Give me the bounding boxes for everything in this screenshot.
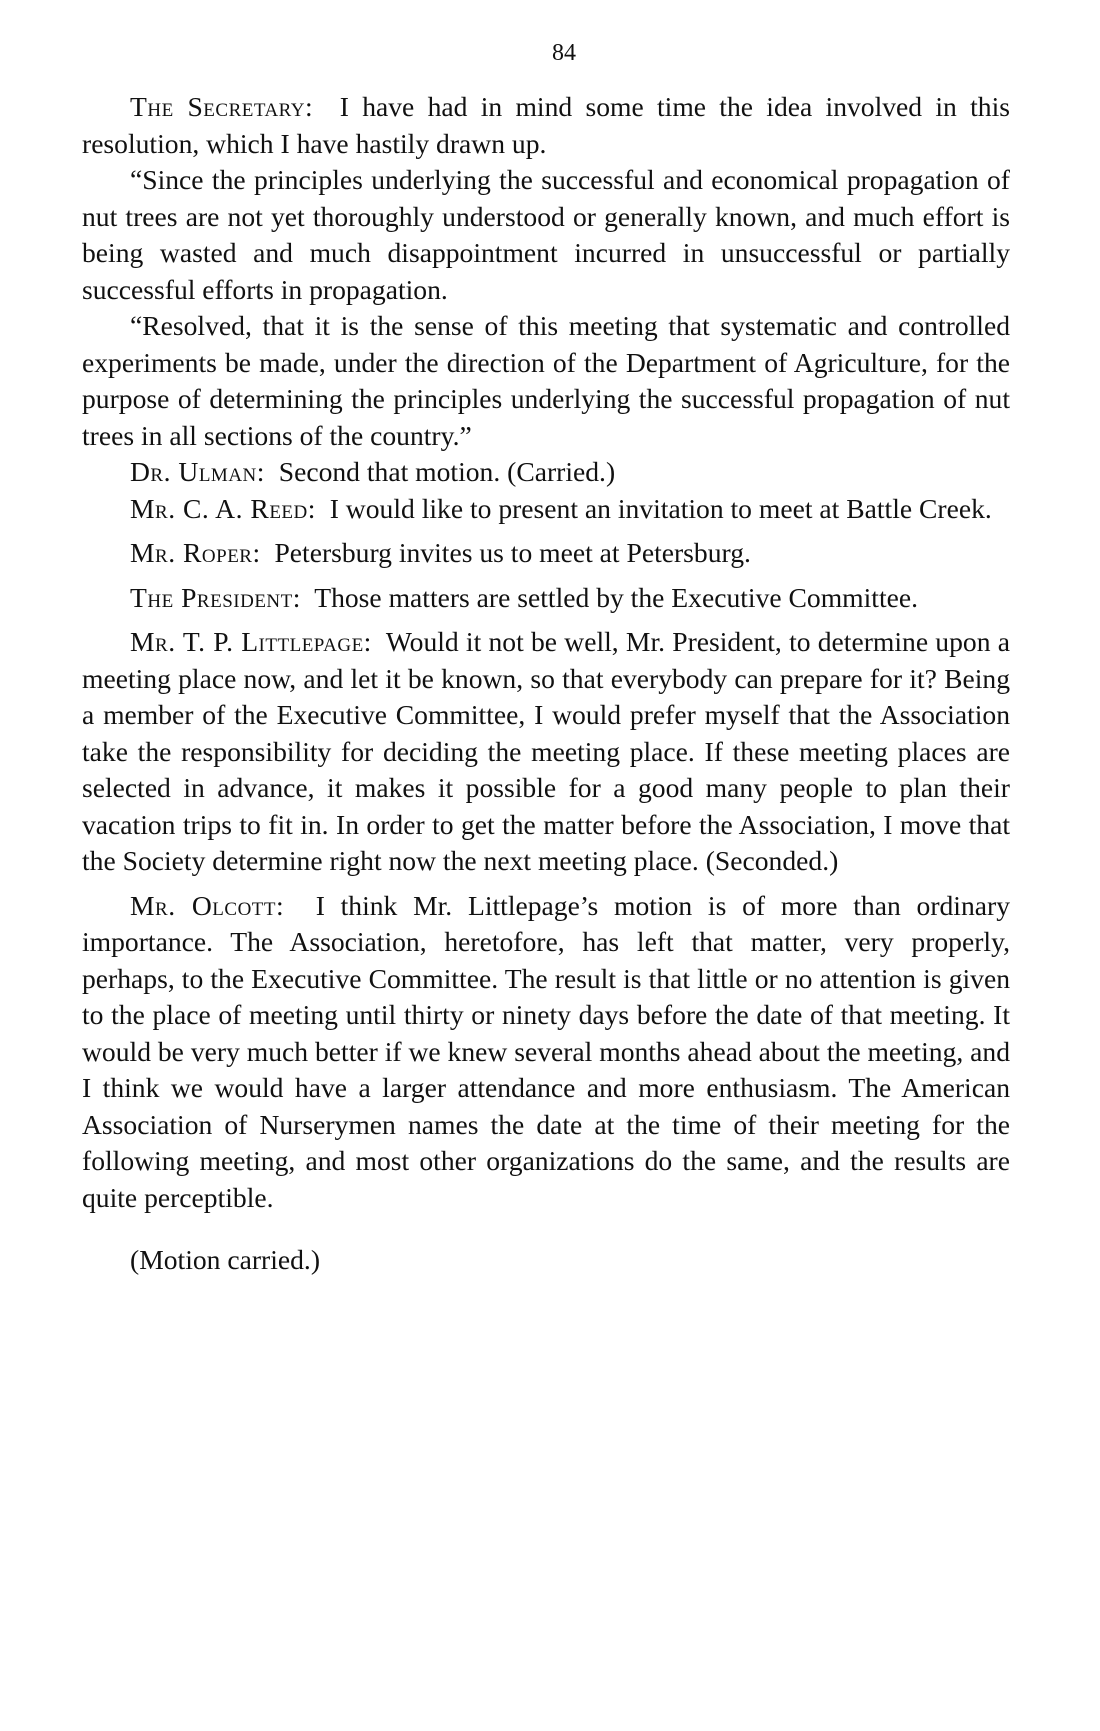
paragraph-motion-carried — [82, 1242, 1010, 1279]
speaker-label: The Secretary: — [130, 91, 314, 122]
paragraph-text: Would it not be well, Mr. President, to determine upon a meeting place now, and let it be known, so that everybody can prepare for it? Being a member of the Executive Committee, I would prefer myself that the Association take the responsibility for deciding the meeting place. If these meeting places are selected in advance, it makes it possible for a good many people to plan their vacation trips to fit in. In order to get the matter before the Association, I move that the Society determine right now the next meeting place. (Seconded.) — [82, 626, 1010, 876]
paragraph-resolution — [82, 308, 1010, 454]
page-number: 84 — [552, 40, 576, 66]
paragraph-olcott — [82, 888, 1010, 1217]
speaker-label: Mr. C. A. Reed: — [130, 492, 316, 524]
paragraph-roper — [82, 535, 1010, 572]
paragraph-text: I have had in mind some time the idea involved in this resolution, which I have hastily drawn up. — [82, 91, 1010, 159]
paragraph-text: Petersburg invites us to meet at Petersburg. — [274, 537, 751, 568]
paragraph-text: Second that motion. (Carried.) — [278, 456, 616, 487]
paragraph-text: I think Mr. Littlepage’s motion is of more than ordinary importance. The Association, heretofore, has left that matter, very properly, perhaps, to the Executive Committee. The result is that little or no attention is given to the place of meeting until thirty or ninety days before the date of that meeting. It would be very much better if we knew several months ahead about the meeting, and I think we would have a larger attendance and more enthusiasm. The American Association of Nurserymen names the date at the time of their meeting for the following meeting, and most other organizations do the same, and the results are quite perceptible. — [82, 889, 1011, 1213]
paragraph-secretary — [82, 89, 1010, 162]
paragraph-president — [82, 580, 1010, 617]
paragraph-text: “Since the principles underlying the successful and economical propagation of nut trees are not yet thoroughly understood or generally known, and much effort is being wasted and much disappointment incurred in unsuccessful or partially successful efforts in propagation. — [82, 164, 1010, 305]
paragraph-text: (Motion carried.) — [130, 1244, 321, 1275]
paragraph-ulman — [82, 454, 1010, 491]
speaker-label: Mr. T. P. Littlepage: — [130, 626, 372, 657]
paragraph-text: I would like to present an invitation to meet at Battle Creek. — [329, 492, 992, 524]
speaker-label: Mr. Roper: — [130, 537, 261, 568]
paragraph-text: Those matters are settled by the Executive Committee. — [314, 581, 919, 613]
paragraph-littlepage — [82, 624, 1010, 880]
paragraph-reed — [82, 491, 1010, 528]
speaker-label: Mr. Olcott: — [130, 889, 285, 921]
document-page — [82, 40, 1010, 1279]
paragraph-text: “Resolved, that it is the sense of this meeting that systematic and controlled experiments be made, under the direction of the Department of Agriculture, for the purpose of determining the principles underlying the successful propagation of nut trees in all sections of the country.” — [82, 310, 1010, 451]
speaker-label: The President: — [130, 581, 301, 613]
speaker-label: Dr. Ulman: — [130, 456, 265, 487]
paragraph-resolution-preamble — [82, 162, 1010, 308]
